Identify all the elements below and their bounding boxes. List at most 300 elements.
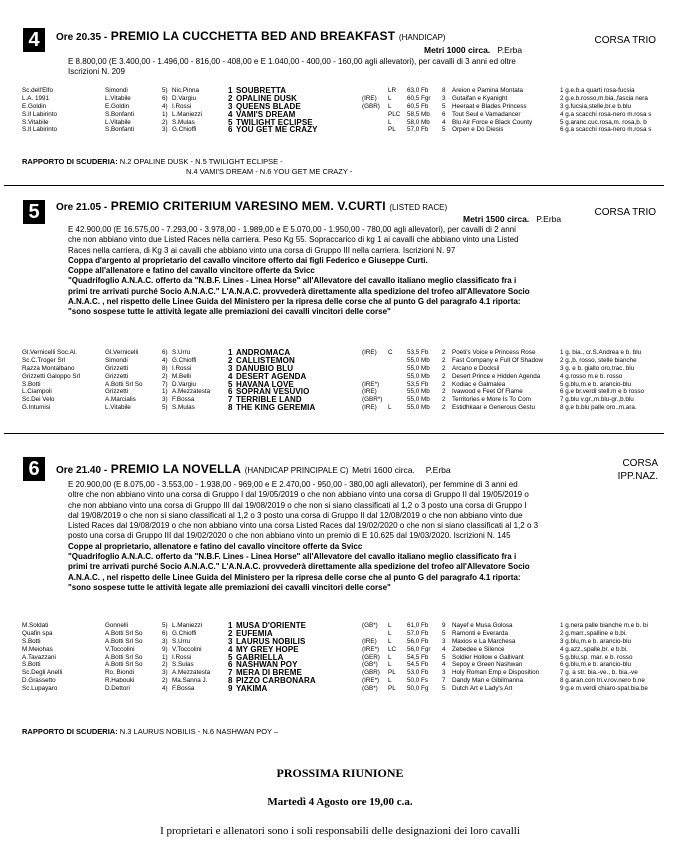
entry-row xyxy=(22,396,672,404)
entry-pedigree: Areion e Pamina Montata xyxy=(452,87,524,94)
entry-sx: L xyxy=(388,637,392,645)
entry-owner: S.Il Labirinto xyxy=(22,126,58,134)
entry-pedigree: Poeti's Voice e Princess Rose xyxy=(452,349,536,356)
entry-jockey: F.Bossa xyxy=(172,685,195,693)
entry-jno: 1) xyxy=(162,653,168,661)
entry-flag: (GBR*) xyxy=(362,396,383,404)
entry-desc: 3 g.fucsia,stelle,br.e b.blu xyxy=(560,102,632,110)
conditions-line: Races nella carriera, di Kg 3 ai cavalli che abbiano vinto una corsa di Gruppo III nella carriera. Iscrizioni N. 97 xyxy=(68,245,456,255)
entry-row xyxy=(22,677,672,685)
entry-jno: 8) xyxy=(162,364,168,372)
entry-trainer: Simondi xyxy=(105,356,128,364)
rapporto-line: N.2 OPALINE DUSK - N.5 TWILIGHT ECLIPSE - xyxy=(119,157,283,166)
entry-jockey: I.Rossi xyxy=(172,102,192,110)
entry-d: 4 xyxy=(442,118,446,126)
rapporto-scuderia xyxy=(22,157,283,167)
entry-d: 5 xyxy=(442,102,446,110)
entry-n: 5 xyxy=(228,379,233,389)
entry-flag: (IRE) xyxy=(362,388,377,396)
entry-sx: L xyxy=(388,622,392,629)
entry-desc: 1 g.e.b.a quarti rosa-fucsia xyxy=(560,87,635,94)
entry-owner: L.Ciampoli xyxy=(22,388,52,396)
responsibility-note: I proprietari e allenatori sono i soli responsabili delle designazioni dei loro cavalli xyxy=(160,825,520,837)
entry-trainer: Gonnelli xyxy=(105,622,129,629)
entry-jockey: Ma.Sanna J. xyxy=(172,677,208,685)
entry-d: 2 xyxy=(442,364,446,372)
entry-d: 7 xyxy=(442,677,446,685)
entry-jno: 5) xyxy=(162,87,168,94)
entry-jno: 1) xyxy=(162,110,168,118)
entry-d: 2 xyxy=(442,380,446,388)
entry-d: 5 xyxy=(442,685,446,693)
next-meeting-heading: PROSSIMA RIUNIONE xyxy=(276,766,404,780)
entry-w: 54,5 Fb xyxy=(407,661,429,669)
entry-trainer: A.Botti Srl So xyxy=(105,661,143,669)
race-header xyxy=(56,28,446,43)
entry-sx: LR xyxy=(388,87,397,94)
entry-flag: (GBR) xyxy=(362,102,380,110)
entry-n: 6 xyxy=(228,387,233,397)
entry-n: 3 xyxy=(228,636,233,646)
entry-desc: 4 g.rosso m.e b. rosso xyxy=(560,372,623,380)
entry-d: 3 xyxy=(442,637,446,645)
entry-jockey: A.Mezzatesta xyxy=(172,669,211,677)
prize-line: E 20.900,00 (E 8.075,00 - 3.553,00 - 1.938,00 - 969,00 e E 2.470,00 - 950,00 - 380,00 agli allevatori), per femmine di 3 anni ed xyxy=(68,480,518,489)
entry-row xyxy=(22,685,672,693)
rapporto-line: N.3 LAURUS NOBILIS - N.6 NASHWAN POY – xyxy=(119,727,279,736)
entry-d: 5 xyxy=(442,126,446,134)
entry-flag: (GB*) xyxy=(362,661,378,669)
entry-w: 58,0 Mb xyxy=(407,118,430,126)
entry-jockey: S.Urru xyxy=(172,637,191,645)
entry-desc: 2 g.,b. rosso, stelle bianche xyxy=(560,356,637,364)
entry-n: 4 xyxy=(228,371,233,381)
entry-pedigree: Dandy Man e Gibilmanna xyxy=(452,677,524,685)
entry-desc: 8 g.aran.con tri.v.rov.nero b.ne xyxy=(560,677,645,685)
race-conditions xyxy=(68,225,668,318)
entry-jockey: S.Sulas xyxy=(172,661,194,669)
race-distance xyxy=(463,214,561,224)
entry-d: 9 xyxy=(442,622,446,629)
entry-name: NASHWAN POY xyxy=(236,660,298,670)
entry-jockey: D.Vargiu xyxy=(172,94,197,102)
entry-w: 53,5 Fb xyxy=(407,380,429,388)
entry-n: 6 xyxy=(228,125,233,135)
entry-pedigree: Dutch Art e Lady's Art xyxy=(452,685,513,693)
entry-w: 61,0 Fb xyxy=(407,622,429,629)
entry-pedigree: Estidhkaar e Generous Gestu xyxy=(452,404,535,412)
race-time: Ore 21.40 - xyxy=(56,465,108,476)
entry-owner: Quafin spa xyxy=(22,629,53,637)
entry-sx: C xyxy=(388,349,393,356)
race-number: 6 xyxy=(23,457,45,481)
conditions-text xyxy=(68,490,668,593)
entry-row xyxy=(22,103,672,111)
entry-desc: 3 g.blu,m.e b. arancio-blu xyxy=(560,637,632,645)
entry-pedigree: Holy Roman Emp e Disposition xyxy=(452,669,540,677)
entry-n: 2 xyxy=(228,93,233,103)
track: P.Erba xyxy=(536,214,562,224)
trophy-line: A.N.A.C. , nel rispetto delle Linee Guida del Ministero per la ripresa delle corse che al punto G del paragrafo 4.1 riporta: xyxy=(68,297,521,307)
entry-row xyxy=(22,638,672,646)
entry-sx: L xyxy=(388,118,392,126)
entry-row xyxy=(22,669,672,677)
entry-name: PIZZO CARBONARA xyxy=(236,676,316,686)
entry-trainer: A.Botti Srl So xyxy=(105,629,143,637)
entry-name: DANUBIO BLU xyxy=(236,363,294,373)
entry-owner: Grizzetti Galoppo Srl xyxy=(22,372,81,380)
trophy-line: Coppe al proprietario, allenatore e fatino del cavallo vincitore offerte da Svicc xyxy=(68,541,363,551)
track: P.Erba xyxy=(497,45,523,55)
entry-jockey: G.Chioffi xyxy=(172,126,197,134)
entry-name: MUSA D'ORIENTE xyxy=(236,621,307,630)
entry-flag: (IRE) xyxy=(362,404,377,412)
entry-flag: (IRE*) xyxy=(362,380,380,388)
conditions-text xyxy=(68,235,668,317)
prize-line: E 8.800,00 (E 3.400,00 - 1.496,00 - 816,00 - 408,00 e E 1.040,00 - 400,00 - 160,00 agli allevatori), per cavalli di 3 anni ed oltre xyxy=(68,57,516,66)
entry-owner: S.Botti xyxy=(22,380,41,388)
entry-n: 4 xyxy=(228,109,233,119)
trophy-line: primi tre arrivati purché Socio A.N.A.C." L'A.N.A.C. provvederà direttamente alla spedizione del trofeo all'Allevatore Socio xyxy=(68,562,530,572)
entry-row xyxy=(22,111,672,119)
entry-w: 55,0 Mb xyxy=(407,396,430,404)
entry-trainer: S.Bonfanti xyxy=(105,126,135,134)
entry-d: 2 xyxy=(442,388,446,396)
entry-row xyxy=(22,654,672,662)
entry-pedigree: Maxios e La Marchesa xyxy=(452,637,516,645)
entry-sx: LC xyxy=(388,645,397,653)
entry-sx: L xyxy=(388,404,392,412)
entry-trainer: A.Botti Srl So xyxy=(105,653,143,661)
entry-n: 2 xyxy=(228,355,233,365)
entry-trainer: D.Dettori xyxy=(105,685,130,693)
entry-owner: S.Botti xyxy=(22,661,41,669)
entry-trainer: Grizzetti xyxy=(105,388,129,396)
entry-w: 57,0 Fb xyxy=(407,126,429,134)
entry-pedigree: Orpen e Do Diesis xyxy=(452,126,504,134)
entry-pedigree: Soldier Hollow e Gallivant xyxy=(452,653,524,661)
entry-trainer: Ro. Biondi xyxy=(105,669,135,677)
entry-d: 5 xyxy=(442,629,446,637)
conditions-text xyxy=(68,67,668,77)
entry-desc: 5 g.blu,sp. mar. e b. rosso xyxy=(560,653,633,661)
entry-pedigree: Tout Seul e Vamadancer xyxy=(452,110,521,118)
entry-d: 3 xyxy=(442,94,446,102)
entry-owner: Sc.Degli Anelli xyxy=(22,669,63,677)
entry-jno: 3) xyxy=(162,126,168,134)
entry-w: 55,0 Mb xyxy=(407,372,430,380)
entry-trainer: V.Toccolini xyxy=(105,645,135,653)
entry-row xyxy=(22,87,672,95)
entry-pedigree: Ramonti e Everarda xyxy=(452,629,508,637)
distance: Metri 1500 circa. xyxy=(463,214,530,224)
entry-w: 53,0 Fb xyxy=(407,669,429,677)
trophy-line: "sono sospese tutte le attività legate alle premiazioni dei cavalli vincitori delle corse" xyxy=(68,582,391,592)
race-title: PREMIO CRITERIUM VARESINO MEM. V.CURTI xyxy=(110,199,386,213)
entry-sx: L xyxy=(388,677,392,685)
conditions-line: che non abbiano vinto una corsa di Gruppo III dal 19/08/2019 o che non si siano classificati al 1,2 o 3 posto una corsa di Gruppo I xyxy=(68,500,527,510)
entry-jockey: G.Chioffi xyxy=(172,356,197,364)
entry-owner: A.Tavazzani xyxy=(22,653,56,661)
entry-name: DESERT AGENDA xyxy=(236,371,307,381)
entry-owner: Sc.dell'Elfo xyxy=(22,87,53,94)
entry-n: 1 xyxy=(228,86,233,95)
entry-trainer: S.Bonfanti xyxy=(105,110,135,118)
race-time: Ore 21.05 - xyxy=(56,202,108,213)
entry-d: 8 xyxy=(442,87,446,94)
entry-owner: Sc.Lupayaro xyxy=(22,685,58,693)
entry-desc: 1 g.nera palle bianche m.e b. bi xyxy=(560,622,648,629)
entry-row xyxy=(22,388,672,396)
entry-name: TERRIBLE LAND xyxy=(236,395,302,405)
entry-row xyxy=(22,365,672,373)
entry-w: 50,0 Fg xyxy=(407,685,429,693)
entry-flag: (IRE*) xyxy=(362,677,380,685)
entry-owner: D.Grassetto xyxy=(22,677,56,685)
entry-jockey: A.Mezzatesta xyxy=(172,388,211,396)
entry-name: ANDROMACA xyxy=(236,348,291,357)
entry-n: 3 xyxy=(228,101,233,111)
entry-n: 8 xyxy=(228,403,233,413)
entry-sx: L xyxy=(388,94,392,102)
entry-jno: 3) xyxy=(162,637,168,645)
entry-sx: L xyxy=(388,653,392,661)
trophy-line: Coppe all'allenatore e fatino del cavallo vincitore offerte da Svicc xyxy=(68,266,315,276)
entry-pedigree: Fast Company e Full Of Shadow xyxy=(452,356,543,364)
entry-w: 60,5 Fgr xyxy=(407,94,431,102)
entry-trainer: Grizzetti xyxy=(105,364,129,372)
entry-jno: 3) xyxy=(162,396,168,404)
entry-name: TWILIGHT ECLIPSE xyxy=(236,117,313,127)
entry-name: CALLISTEMON xyxy=(236,355,295,365)
entry-desc: 8 g.e b.blu palle oro.,m.ara. xyxy=(560,404,637,412)
entry-desc: 5 g.aranc.cuc.rosa,m. rosa,b. b xyxy=(560,118,647,126)
entry-trainer: L.Vitabile xyxy=(105,94,131,102)
entry-jockey: I.Rossi xyxy=(172,653,192,661)
entry-pedigree: Blu Air Force e Black County xyxy=(452,118,533,126)
entry-trainer: A.Botti Srl So xyxy=(105,637,143,645)
rapporto-scuderia xyxy=(22,727,278,737)
entry-flag: (IRE*) xyxy=(362,645,380,653)
entry-jno: 7) xyxy=(162,380,168,388)
entry-n: 5 xyxy=(228,652,233,662)
entry-pedigree: Territories e More Is To Com xyxy=(452,396,531,404)
conditions-line: posto una corsa di Gruppo III dal 19/02/2020 o che non abbiano vinto un premio di E 10.625 dal 19/03/2020. Iscrizioni N. 145 xyxy=(68,531,511,541)
entry-trainer: R.Habouki xyxy=(105,677,135,685)
entry-flag: (GER) xyxy=(362,653,380,661)
entry-flag: (IRE) xyxy=(362,637,377,645)
entry-jockey: Nic.Pinna xyxy=(172,87,199,94)
entry-n: 9 xyxy=(228,684,233,694)
entry-w: 55,0 Mb xyxy=(407,388,430,396)
entry-jno: 4) xyxy=(162,102,168,110)
entry-trainer: A.Marcialis xyxy=(105,396,136,404)
entry-jno: 2) xyxy=(162,372,168,380)
trophy-line: Coppa d'argento al proprietario del cavallo vincitore offerto dai figli Federico e Giuseppe Curti. xyxy=(68,255,428,265)
entry-owner: G.Intumisi xyxy=(22,404,51,412)
entries-table xyxy=(22,622,672,693)
race-number: 4 xyxy=(23,28,45,52)
entry-name: YAKIMA xyxy=(236,684,268,694)
entry-jno: 4) xyxy=(162,356,168,364)
race-header xyxy=(56,198,447,213)
entry-desc: 7 g. a str. bia.-ve., b. bia.-ve xyxy=(560,669,638,677)
entry-jno: 1) xyxy=(162,388,168,396)
entry-d: 2 xyxy=(442,404,446,412)
race-type: CORSA TRIO xyxy=(594,207,656,218)
entry-name: THE KING GEREMIA xyxy=(236,403,316,413)
entry-trainer: Grizzetti xyxy=(105,372,129,380)
entry-jno: 2) xyxy=(162,661,168,669)
entry-n: 3 xyxy=(228,363,233,373)
race-subtitle: (HANDICAP PRINCIPALE C) xyxy=(244,466,349,475)
entry-pedigree: Nayef e Musa Golosa xyxy=(452,622,513,629)
entry-row xyxy=(22,622,672,630)
entries-table xyxy=(22,349,672,412)
entry-w: 55,0 Mb xyxy=(407,364,430,372)
entry-jockey: S.Mulas xyxy=(172,404,195,412)
entry-desc: 5 g.blu,m.e b. arancio-blu xyxy=(560,380,632,388)
distance: Metri 1000 circa. xyxy=(424,45,491,55)
entry-d: 6 xyxy=(442,110,446,118)
entry-d: 4 xyxy=(442,645,446,653)
entry-name: SOUBRETTA xyxy=(236,86,287,95)
entry-w: 50,0 Fs xyxy=(407,677,428,685)
entry-jockey: I.Rossi xyxy=(172,364,192,372)
entry-n: 1 xyxy=(228,348,233,357)
entry-jockey: F.Bossa xyxy=(172,396,195,404)
entry-desc: 3 g. e b. giallo oro,trac. blu xyxy=(560,364,635,372)
entry-owner: Sc.Dei Velo xyxy=(22,396,55,404)
entry-n: 1 xyxy=(228,621,233,630)
entry-w: 60,5 Fb xyxy=(407,102,429,110)
entry-sx: L xyxy=(388,629,392,637)
entry-w: 56,0 Fb xyxy=(407,637,429,645)
conditions-line: oltre che non abbiano vinto una corsa di Gruppo I dal 19/05/2019 o che non abbiano vinto una corsa di Gruppo II dal 19/05/2019 o xyxy=(68,490,529,500)
entry-desc: 7 g.blu v.gr.,m.blu-gr.,b.blu xyxy=(560,396,634,404)
entry-n: 2 xyxy=(228,628,233,638)
entry-trainer: L.Vitabile xyxy=(105,404,131,412)
entry-name: YOU GET ME CRAZY xyxy=(236,125,318,135)
race-number: 5 xyxy=(23,200,45,224)
entry-row xyxy=(22,404,672,412)
entry-d: 2 xyxy=(442,396,446,404)
entry-w: 55,0 Mb xyxy=(407,404,430,412)
race-conditions xyxy=(68,57,668,78)
entry-sx: PL xyxy=(388,685,396,693)
entry-pedigree: Ivawood e Feet Of Flame xyxy=(452,388,523,396)
entry-flag: (IRE) xyxy=(362,94,377,102)
entry-flag: (GB*) xyxy=(362,685,378,693)
race-title: PREMIO LA CUCCHETTA BED AND BREAKFAST xyxy=(110,29,396,43)
entry-w: 55,0 Mb xyxy=(407,356,430,364)
entry-w: 58,5 Mb xyxy=(407,110,430,118)
entry-name: MERA DI BREME xyxy=(236,668,302,678)
entry-n: 7 xyxy=(228,668,233,678)
entry-row xyxy=(22,373,672,381)
entry-sx: PL xyxy=(388,669,396,677)
entry-jno: 5) xyxy=(162,622,168,629)
entry-trainer: L.Vitabile xyxy=(105,118,131,126)
race-subtitle: (HANDICAP) xyxy=(398,33,446,42)
entry-jockey: D.Vargiu xyxy=(172,380,197,388)
prize-line: E 42.900,00 (E 16.575,00 - 7.293,00 - 3.978,00 - 1.989,00 e E 5.070,00 - 1.950,00 - 780,00 agli allevatori), per cavalli di 2 anni xyxy=(68,225,516,234)
entry-n: 4 xyxy=(228,644,233,654)
entry-n: 6 xyxy=(228,660,233,670)
entry-sx: L xyxy=(388,102,392,110)
entry-desc: 6 g.a scacchi rosa-nero m.rosa s xyxy=(560,126,652,134)
next-meeting-date: Martedì 4 Agosto ore 19,00 c.a. xyxy=(267,796,413,808)
race-header xyxy=(56,461,451,476)
entry-owner: S.Il Labirinto xyxy=(22,110,58,118)
entry-owner: E.Goldin xyxy=(22,102,47,110)
entry-pedigree: Sepoy e Green Nashwan xyxy=(452,661,523,669)
entry-desc: 4 g.a scacchi rosa-nero m.rosa s xyxy=(560,110,652,118)
entry-row xyxy=(22,381,672,389)
entry-owner: M.Meiohas xyxy=(22,645,53,653)
entry-row xyxy=(22,119,672,127)
entry-desc: 2 g.e.b.rosso,m.bia.,fascia nera xyxy=(560,94,648,102)
entry-owner: Razza Montalbano xyxy=(22,364,75,372)
entry-jno: 3) xyxy=(162,669,168,677)
conditions-line: Listed Races dal 19/08/2019 o che non abbiano vinto una corsa Listed Races dal 19/02/2020 o che non si siano classificati al 1,2 o 3 xyxy=(68,521,539,531)
trophy-line: "sono sospese tutte le attività legate alle premiazioni dei cavalli vincitori delle corse" xyxy=(68,307,391,317)
entry-owner: Sc.C.Troger Srl xyxy=(22,356,66,364)
entry-jno: 5) xyxy=(162,404,168,412)
entry-pedigree: Gutaifan e Kyanight xyxy=(452,94,508,102)
entry-pedigree: Arcano e Docksil xyxy=(452,364,500,372)
race-type: CORSA IPP.NAZ. xyxy=(617,458,658,482)
entry-sx: PL xyxy=(388,126,396,134)
entry-trainer: Gl.Vernicelli xyxy=(105,349,139,356)
trophy-line: "Quadrifoglio A.N.A.C. offerto da "N.B.F. Lines - Linea Horse" all'Allevatore del cavallo italiano meglio classificato fra i xyxy=(68,552,517,562)
entry-desc: 1 g. bia., cr.S.Andrea e b. blu xyxy=(560,349,642,356)
rapporto-label: RAPPORTO DI SCUDERIA: xyxy=(22,157,118,166)
entry-owner: M.Soldati xyxy=(22,622,49,629)
rapporto-label: RAPPORTO DI SCUDERIA: xyxy=(22,727,118,736)
entry-desc: 6 g.e br.verdi stell.m e b rosso xyxy=(560,388,644,396)
trophy-line: primi tre arrivati purché Socio A.N.A.C." L'A.N.A.C. provvederà direttamente alla spedizione del trofeo all'Allevatore Socio xyxy=(68,286,530,296)
entry-d: 3 xyxy=(442,669,446,677)
entry-d: 2 xyxy=(442,372,446,380)
entry-name: EUFEMIA xyxy=(236,628,273,638)
entry-row xyxy=(22,357,672,365)
race-time: Ore 20.35 - xyxy=(56,32,108,43)
entry-row xyxy=(22,349,672,357)
entry-d: 4 xyxy=(442,661,446,669)
entry-sx: L xyxy=(388,661,392,669)
entries-table xyxy=(22,87,672,134)
entry-trainer: Simondi xyxy=(105,87,128,94)
distance: Metri 1600 circa. xyxy=(352,465,415,475)
entry-jockey: S.Urru xyxy=(172,349,191,356)
race-conditions xyxy=(68,480,668,593)
entry-desc: 9 g.e m.verdi chiaro-spal.bia.be xyxy=(560,685,648,693)
entry-w: 56,0 Fgr xyxy=(407,645,431,653)
conditions-line: Iscrizioni N. 209 xyxy=(68,67,125,77)
entry-n: 8 xyxy=(228,676,233,686)
entry-jno: 6) xyxy=(162,94,168,102)
entry-flag: (GBR) xyxy=(362,669,380,677)
rapporto-scuderia-2 xyxy=(186,167,352,177)
entry-w: 53,5 Fb xyxy=(407,349,429,356)
entry-jno: 9) xyxy=(162,645,168,653)
entry-pedigree: Desert Prince e Hidden Agenda xyxy=(452,372,541,380)
entry-owner: S.Vitabile xyxy=(22,118,49,126)
entry-jno: 4) xyxy=(162,685,168,693)
race-distance xyxy=(424,45,522,55)
entry-name: QUEENS BLADE xyxy=(236,101,301,111)
